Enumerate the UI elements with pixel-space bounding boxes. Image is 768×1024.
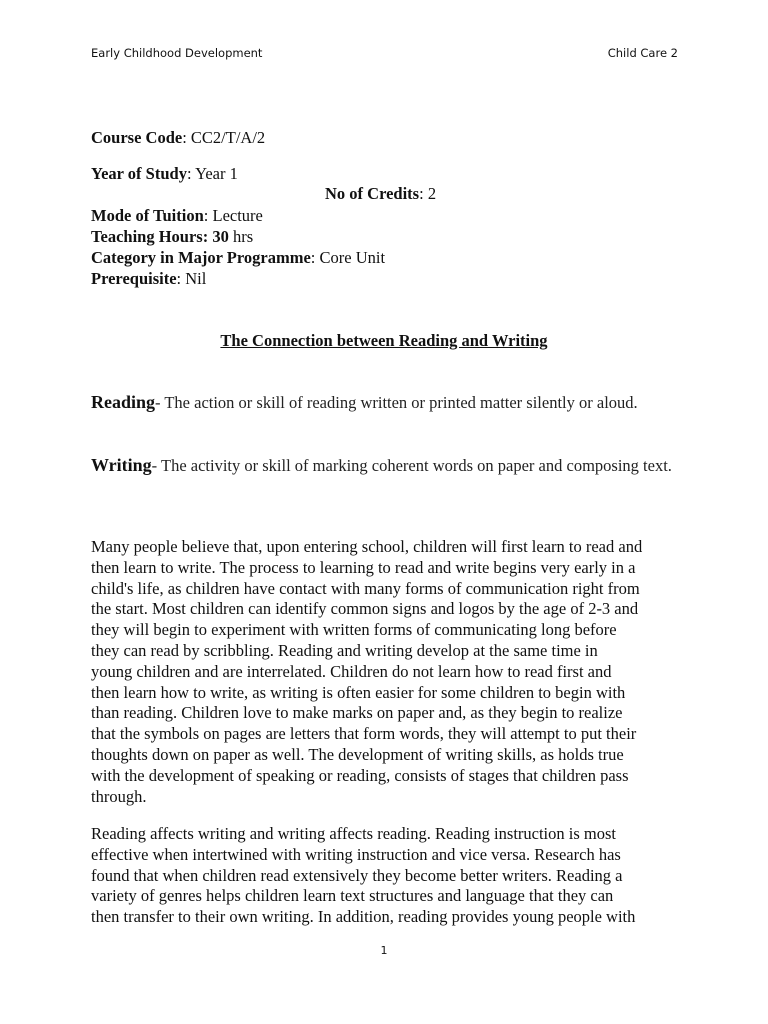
paragraph-line: through. <box>91 786 147 806</box>
credits-label: No of Credits <box>325 184 420 203</box>
header-left-title: Early Childhood Development <box>91 46 263 60</box>
page-number: 1 <box>380 944 388 957</box>
body-paragraph-2 <box>91 824 681 928</box>
teaching-hours-label: Teaching Hours: 30 <box>91 227 229 246</box>
mode-of-tuition-value: : Lecture <box>203 206 263 225</box>
paragraph-line: they can read by scribbling. Reading and writing develop at the same time in <box>91 640 598 660</box>
year-of-study-value: : Year 1 <box>186 164 238 183</box>
paragraph-line: found that when children read extensively they become better writers. Reading a <box>91 865 623 885</box>
paragraph-line: the start. Most children can identify common signs and logos by the age of 2-3 and <box>91 599 639 619</box>
paragraph-line: then transfer to their own writing. In addition, reading provides young people with <box>91 907 636 927</box>
running-header <box>91 46 678 64</box>
writing-definition-text: - The activity or skill of marking coherent words on paper and composing text. <box>151 456 672 475</box>
header-right-title: Child Care 2 <box>607 46 678 60</box>
paragraph-line: Reading affects writing and writing affects reading. Reading instruction is most <box>91 824 616 843</box>
body-paragraph-1 <box>91 537 681 807</box>
teaching-hours-line <box>91 226 691 247</box>
paragraph-line: they will begin to experiment with written forms of communicating long before <box>91 620 617 640</box>
course-code-line <box>91 127 691 148</box>
teaching-hours-value: hrs <box>228 227 254 246</box>
prerequisite-label: Prerequisite <box>91 269 177 288</box>
section-title: The Connection between Reading and Writing <box>220 331 548 350</box>
mode-of-tuition-line <box>91 205 691 226</box>
paragraph-line: with the development of speaking or reading, consists of stages that children pass <box>91 765 629 785</box>
paragraph-line: than reading. Children love to make marks on paper and, as they begin to realize <box>91 703 623 723</box>
course-code-label: Course Code <box>91 128 183 147</box>
writing-term: Writing <box>91 455 152 475</box>
paragraph-line: young children and are interrelated. Children do not learn how to read first and <box>91 661 612 681</box>
paragraph-line: then learn to write. The process to learning to read and write begins very early in a <box>91 557 636 577</box>
writing-definition <box>91 455 681 476</box>
year-of-study-label: Year of Study <box>91 164 187 183</box>
paragraph-line: thoughts down on paper as well. The development of writing skills, as holds true <box>91 744 624 764</box>
category-label: Category in Major Programme <box>91 248 311 267</box>
paragraph-line: that the symbols on pages are letters that form words, they will attempt to put their <box>91 724 637 744</box>
paragraph-line: variety of genres helps children learn text structures and language that they can <box>91 886 614 906</box>
course-code-value: : CC2/T/A/2 <box>182 128 266 147</box>
paragraph-line: effective when intertwined with writing instruction and vice versa. Research has <box>91 844 621 864</box>
credits-line <box>325 183 436 204</box>
reading-definition-text: - The action or skill of reading written or printed matter silently or aloud. <box>155 393 638 412</box>
credits-value: : 2 <box>419 184 437 203</box>
prerequisite-line <box>91 268 691 289</box>
prerequisite-value: : Nil <box>176 269 207 288</box>
paragraph-line: child's life, as children have contact with many forms of communication right from <box>91 578 640 598</box>
reading-term: Reading <box>91 392 156 412</box>
year-of-study-line <box>91 163 691 184</box>
paragraph-line: then learn how to write, as writing is often easier for some children to begin with <box>91 682 626 702</box>
paragraph-line: Many people believe that, upon entering school, children will first learn to read and <box>91 537 643 556</box>
reading-definition <box>91 392 681 413</box>
category-value: : Core Unit <box>310 248 386 267</box>
mode-of-tuition-label: Mode of Tuition <box>91 206 204 225</box>
category-line <box>91 247 691 268</box>
